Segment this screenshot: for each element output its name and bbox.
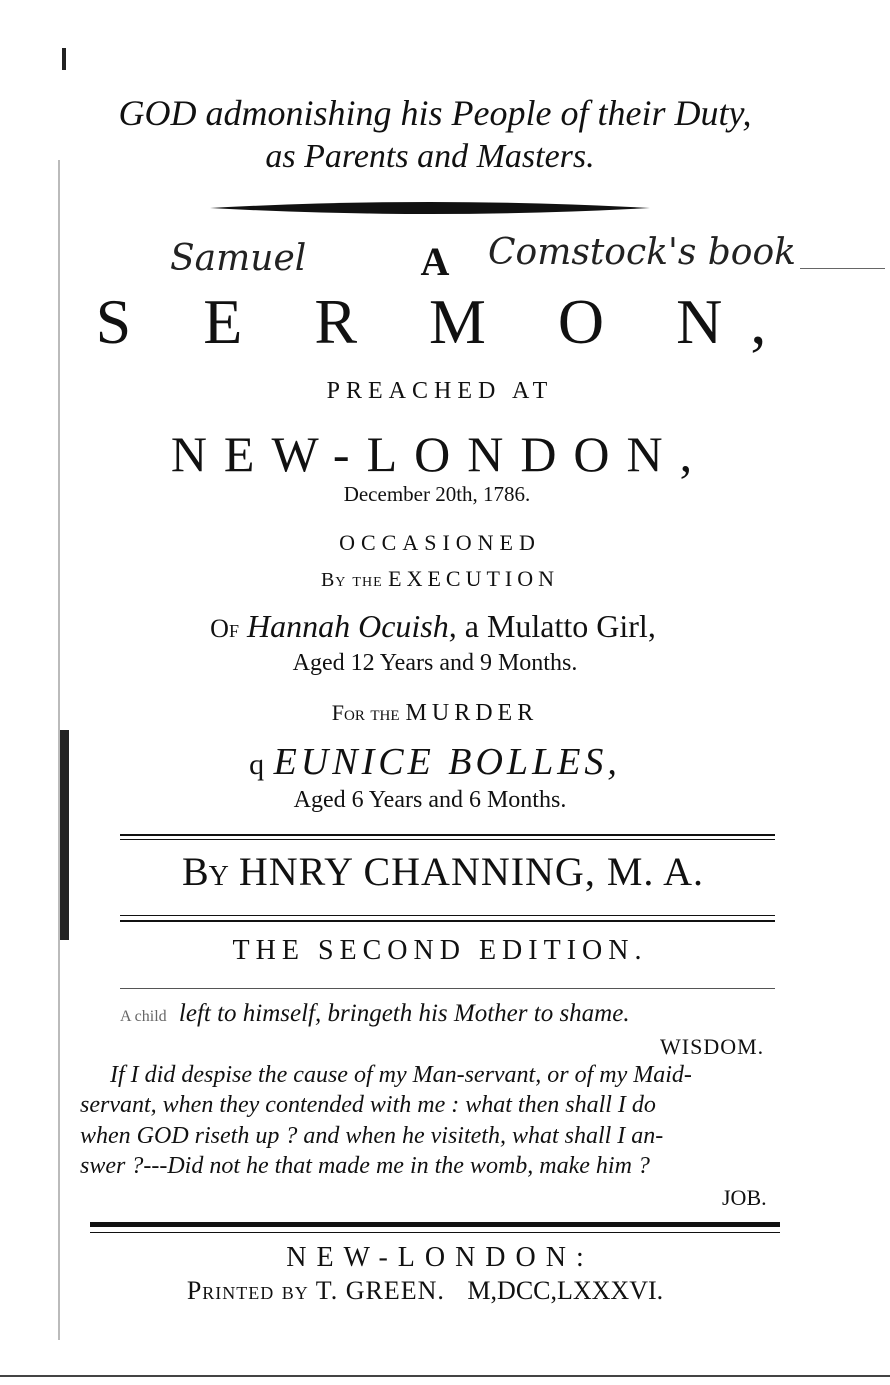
title-sermon: S E R M O N, — [95, 286, 795, 357]
execution-line — [0, 566, 885, 592]
epigraph-rule — [120, 988, 775, 989]
page-bottom-edge — [0, 1375, 890, 1377]
author-rule-bottom-2 — [120, 920, 775, 922]
epigraph-1-prefix: A child — [120, 1008, 167, 1025]
imprint-rule-2 — [90, 1232, 780, 1233]
of-text: Of — [210, 614, 239, 643]
imprint-year: M,DCC,LXXXVI. — [467, 1276, 664, 1305]
victim-age: Aged 6 Years and 6 Months. — [293, 787, 567, 813]
for-the-text: For the — [331, 700, 400, 725]
author-rule-bottom-1 — [120, 915, 775, 916]
inscription-left: Samuel — [170, 238, 307, 279]
condemned-name: Hannah Ocuish, — [246, 608, 457, 644]
author-rule-top-2 — [120, 839, 775, 840]
title-place: NEW-LONDON, — [170, 426, 710, 482]
title-preached-at: PREACHED AT — [326, 378, 554, 404]
author-rule-top-1 — [120, 834, 775, 836]
author-line — [0, 848, 888, 895]
execution-text: EXECUTION — [388, 566, 560, 591]
epigraph-2-line-1: If I did despise the cause of my Man-servant, or of my Maid- — [110, 1062, 692, 1088]
imprint-place: NEW-LONDON: — [286, 1242, 594, 1273]
condemned-line — [0, 608, 878, 645]
epigraph-1-source: WISDOM. — [660, 1034, 765, 1059]
margin-mark-top — [62, 48, 66, 70]
epigraph-2-line-3: when GOD riseth up ? and when he visiteth, what shall I an- — [80, 1123, 664, 1149]
inscription-right: Comstock's book — [488, 232, 796, 273]
by-text: By — [181, 849, 229, 894]
title-date: December 20th, 1786. — [343, 482, 531, 506]
condemned-description: a Mulatto Girl, — [464, 608, 656, 644]
victim-name: EUNICE BOLLES, — [273, 741, 621, 783]
condemned-age: Aged 12 Years and 9 Months. — [292, 650, 578, 676]
imprint-printer: Printed by T. GREEN. — [186, 1276, 445, 1305]
author-name: HNRY CHANNING, M. A. — [238, 849, 705, 894]
header-line-1: GOD admonishing his People of their Duty, — [118, 93, 752, 133]
epigraph-1 — [120, 1000, 630, 1028]
header-line-2: as Parents and Masters. — [265, 138, 595, 175]
ornamental-rule — [210, 198, 650, 218]
epigraph-1-text: left to himself, bringeth his Mother to shame. — [178, 1000, 630, 1027]
epigraph-2-line-2: servant, when they contended with me : what then shall I do — [80, 1092, 656, 1118]
murder-line — [0, 700, 880, 727]
title-article: A — [420, 239, 450, 284]
epigraph-2-source: JOB. — [722, 1185, 767, 1210]
victim-line — [0, 740, 880, 784]
occasioned: OCCASIONED — [339, 530, 541, 555]
imprint-rule-1 — [90, 1222, 780, 1227]
imprint-line — [0, 1276, 870, 1306]
murder-text: MURDER — [405, 700, 539, 726]
of-mark: q — [249, 748, 265, 781]
epigraph-2-line-4: swer ?---Did not he that made me in the womb, make him ? — [80, 1153, 650, 1179]
by-the-text: By the — [320, 569, 383, 591]
edition: THE SECOND EDITION. — [232, 935, 648, 966]
